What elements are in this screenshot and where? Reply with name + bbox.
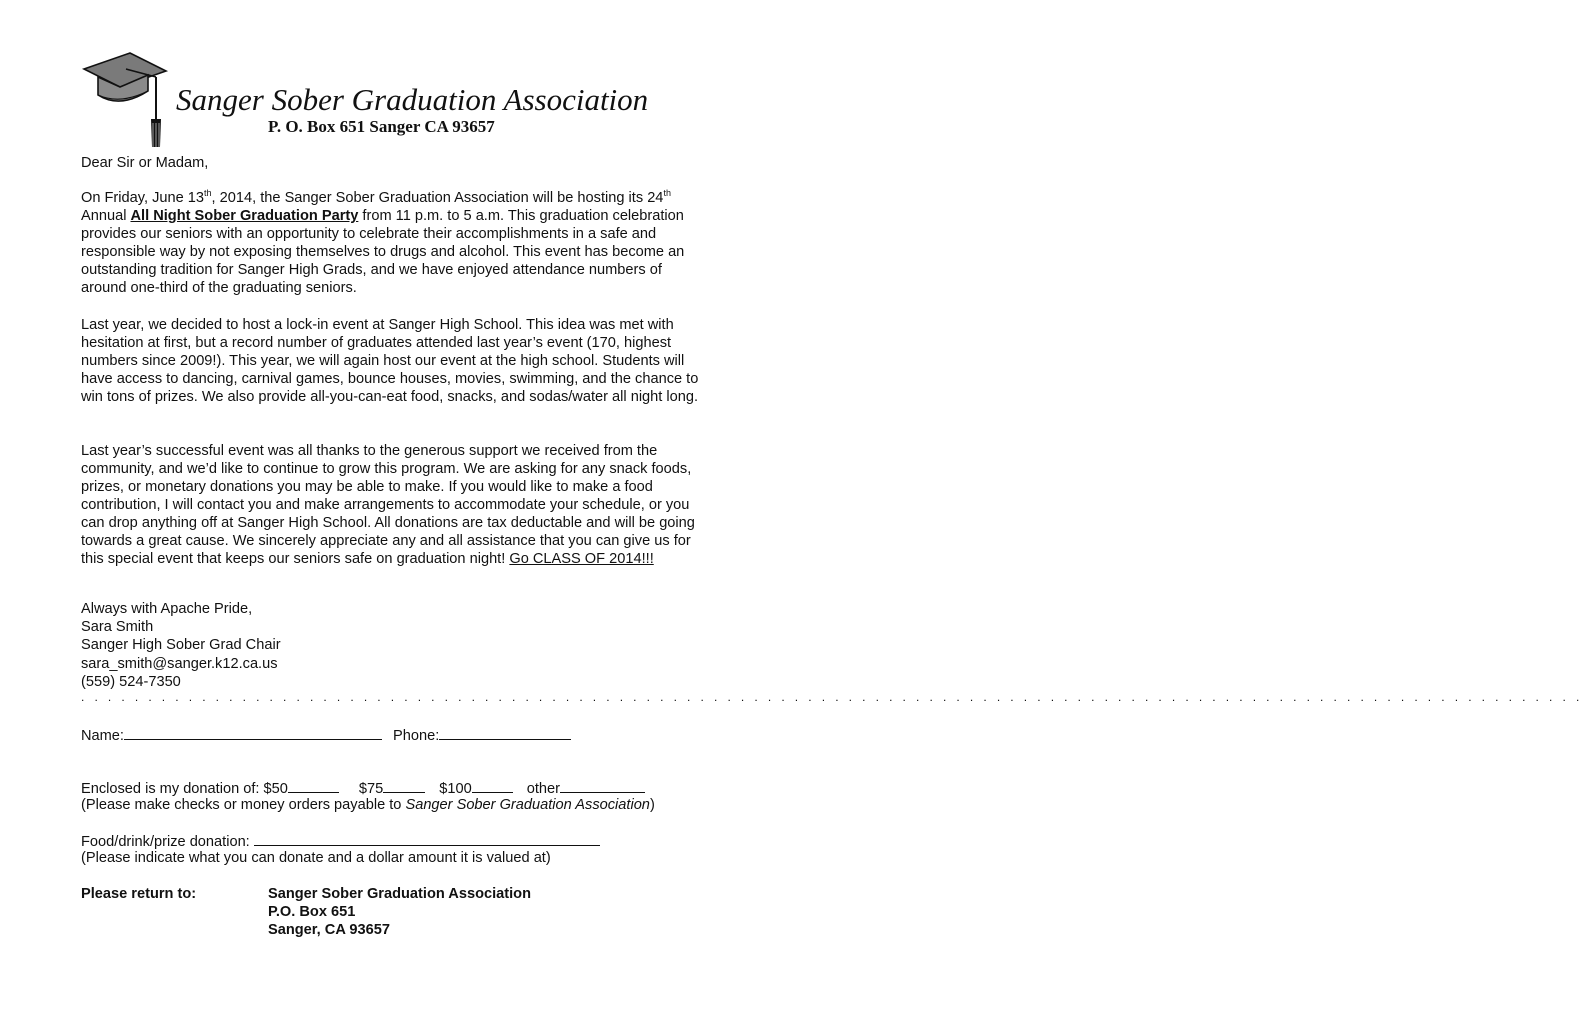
closing: Always with Apache Pride, [81,601,253,617]
option-50: $50 [263,781,288,797]
paragraph-intro [81,189,711,297]
option-100-blank[interactable] [472,778,513,793]
food-label: Food/drink/prize donation: [81,834,254,850]
option-100: $100 [439,781,472,797]
signer-role: Sanger High Sober Grad Chair [81,637,281,654]
return-line-1: Sanger Sober Graduation Association [268,886,532,902]
ordinal-suffix: th [204,188,212,198]
food-donation-field[interactable] [81,831,600,851]
cut-line-separator: . . . . . . . . . . . . . . . . . . . . . . . . . . . . . . . . . . . . . . . . . . . . . . . . . . . . . . . . . . . . . . . . . . . . . . . . . . . . . . . . . . . . . . . . . . . . . . . . . . . . . . . . . . . . . . . . [81,690,1583,704]
phone-field[interactable] [393,725,571,745]
event-name: All Night Sober Graduation Party [130,208,359,224]
option-other: other [526,781,560,797]
intro-text-b: , 2014, the Sanger Sober Graduation Association will be hosting its 24 [211,190,664,206]
name-field[interactable] [81,725,382,745]
organization-address: P. O. Box 651 Sanger CA 93657 [268,117,495,136]
food-note: (Please indicate what you can donate and a dollar amount it is valued at) [81,850,551,866]
signer-phone: (559) 524-7350 [81,673,181,690]
phone-blank[interactable] [439,725,571,740]
name-blank[interactable] [124,725,382,740]
option-75: $75 [358,781,384,797]
phone-label: Phone: [393,728,440,744]
class-cheer: Go CLASS OF 2014!!! [509,551,654,567]
return-address [268,885,531,940]
option-50-blank[interactable] [288,778,339,793]
signature-block [81,600,711,691]
ordinal-suffix: th [663,188,671,198]
signer-email: sara_smith@sanger.k12.ca.us [81,655,278,672]
payable-note [81,796,655,814]
intro-text-c: Annual [81,208,131,224]
payable-name: Sanger Sober Graduation Association [405,797,650,813]
payable-prefix: (Please make checks or money orders payable to [81,797,406,813]
return-line-2: P.O. Box 651 [268,904,356,921]
payable-suffix: ) [649,797,655,813]
paragraph-donations [81,442,711,568]
intro-text-a: On Friday, June 13 [81,190,205,206]
graduation-cap-icon [80,47,168,151]
donations-text: Last year’s successful event was all thanks to the generous support we received from the community, and we’d like to continue to grow this program. We are asking for any snack foods, prizes, or monetary donations you may be able to make. If you would like to make a food contribution, I will contact you and make arrangements to accommodate your schedule, or you can drop anything off at Sanger High School. All donations are tax deductable and will be going towards a great cause. We sincerely appreciate any and all assistance that you can give us for this special event that keeps our seniors safe on graduation night! [81,443,695,567]
food-blank[interactable] [254,831,600,846]
intro-text-d: from 11 p.m. to 5 a.m. This graduation celebration provides our seniors with an opportunity to celebrate their accomplishments in a safe and responsible way by not exposing themselves to drugs and alcohol. This event has become an outstanding tradition for Sanger High Grads, and we have enjoyed attendance numbers of around one-third of the graduating seniors. [81,208,685,296]
name-label: Name: [81,728,124,744]
donation-label: Enclosed is my donation of: [81,781,264,797]
option-other-blank[interactable] [560,778,645,793]
organization-title: Sanger Sober Graduation Association [176,82,649,117]
donation-options [81,778,645,798]
option-75-blank[interactable] [383,778,425,793]
return-line-3: Sanger, CA 93657 [268,922,390,939]
paragraph-last-year: Last year, we decided to host a lock-in event at Sanger High School. This idea was met with hesitation at first, but a record number of graduates attended last year’s event (170, highest numbers since 2009!). This year, we will again host our event at the high school. Students will have access to dancing, carnival games, bounce houses, movies, swimming, and the chance to win tons of prizes. We also provide all-you-can-eat food, snacks, and sodas/water all night long. [81,317,699,405]
return-label: Please return to: [81,886,197,902]
signer-name: Sara Smith [81,619,154,636]
salutation: Dear Sir or Madam, [81,155,209,171]
